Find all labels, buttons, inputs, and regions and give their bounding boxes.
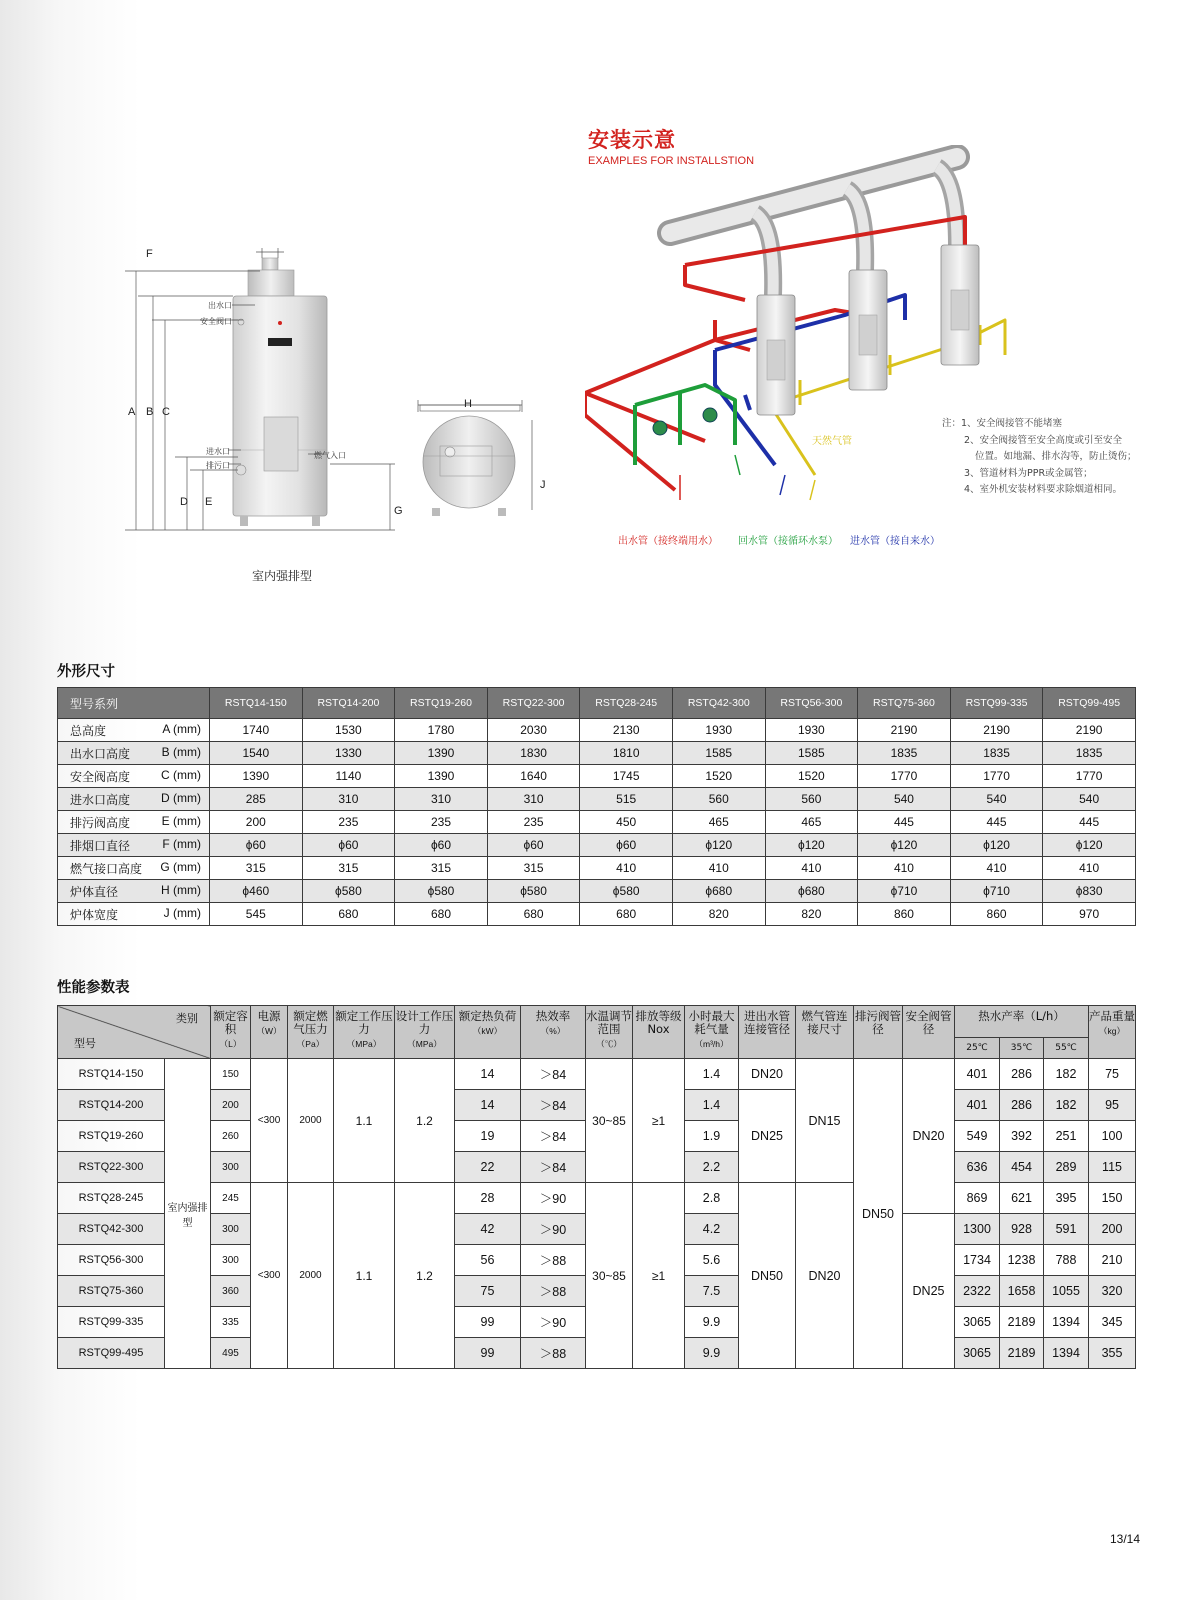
hot-water-55-cell: 788	[1044, 1245, 1089, 1276]
table-cell: ϕ60	[210, 834, 303, 857]
table-cell: 2030	[487, 719, 580, 742]
temp-range-cell: 30~85	[586, 1183, 633, 1369]
table-cell: 1740	[210, 719, 303, 742]
temp-range-cell: 30~85	[586, 1059, 633, 1183]
weight-cell: 100	[1089, 1121, 1136, 1152]
installation-notes	[942, 416, 1182, 499]
header-power: 电源 （W）	[251, 1006, 288, 1059]
header-model: RSTQ28-245	[580, 688, 673, 719]
heat-load-cell: 28	[455, 1183, 521, 1214]
design-pressure-cell: 1.2	[395, 1183, 455, 1369]
table-cell: 2190	[1043, 719, 1136, 742]
water-pipe-cell: DN50	[739, 1183, 796, 1369]
table-cell: 1835	[1043, 742, 1136, 765]
dim-letter-b: B	[146, 406, 154, 418]
dim-letter-h: H	[464, 398, 472, 410]
table-cell: 1330	[302, 742, 395, 765]
dim-letter-g: G	[394, 505, 403, 517]
heat-load-cell: 14	[455, 1090, 521, 1121]
row-label: 炉体直径 H (mm)	[58, 880, 210, 903]
gas-consumption-cell: 9.9	[685, 1307, 739, 1338]
heater-body	[233, 296, 327, 516]
table-cell: 540	[858, 788, 951, 811]
work-pressure-cell: 1.1	[334, 1183, 395, 1369]
header-model: RSTQ75-360	[858, 688, 951, 719]
table-cell: 680	[487, 903, 580, 926]
category-cell: 室内强排型	[165, 1059, 211, 1369]
page-number: 13/14	[1110, 1532, 1141, 1546]
table-cell: 1140	[302, 765, 395, 788]
table-cell: 410	[765, 857, 858, 880]
brand-logo	[278, 321, 282, 325]
table-cell: 1930	[672, 719, 765, 742]
table-cell: 560	[765, 788, 858, 811]
hot-water-35-cell: 1658	[1000, 1276, 1044, 1307]
install-title: 安装示意	[588, 128, 676, 152]
table-cell: 1810	[580, 742, 673, 765]
gas-consumption-cell: 1.4	[685, 1090, 739, 1121]
capacity-cell: 150	[211, 1059, 251, 1090]
table-cell: 1390	[395, 765, 488, 788]
table-cell: 1930	[765, 719, 858, 742]
heater-top-view	[423, 416, 515, 508]
header-model: RSTQ99-335	[950, 688, 1043, 719]
row-label: 排污阀高度 E (mm)	[58, 811, 210, 834]
table-cell: 410	[950, 857, 1043, 880]
table-cell: 1520	[765, 765, 858, 788]
label-gas-inlet: 燃气入口	[314, 451, 346, 460]
table-cell: 410	[672, 857, 765, 880]
efficiency-cell: ＞88	[521, 1338, 586, 1369]
weight-cell: 95	[1089, 1090, 1136, 1121]
hot-water-25-cell: 401	[955, 1090, 1000, 1121]
row-label: 排烟口直径 F (mm)	[58, 834, 210, 857]
header-nox: 排放等级Nox	[633, 1006, 685, 1059]
install-subtitle: EXAMPLES FOR INSTALLSTION	[588, 155, 755, 167]
header-model: RSTQ14-150	[210, 688, 303, 719]
capacity-cell: 335	[211, 1307, 251, 1338]
table-cell: 970	[1043, 903, 1136, 926]
model-cell: RSTQ19-260	[58, 1121, 165, 1152]
table-cell: ϕ580	[487, 880, 580, 903]
table-cell: 315	[302, 857, 395, 880]
header-model: RSTQ19-260	[395, 688, 488, 719]
design-pressure-cell: 1.2	[395, 1059, 455, 1183]
table-cell: 1830	[487, 742, 580, 765]
model-cell: RSTQ99-335	[58, 1307, 165, 1338]
gas-pressure-cell: 2000	[288, 1059, 334, 1183]
gas-pipe-cell: DN15	[796, 1059, 854, 1183]
circulation-pump-icon	[653, 421, 667, 435]
corner-category-label: 类别	[176, 1012, 198, 1025]
table-row	[58, 788, 1136, 811]
model-cell: RSTQ28-245	[58, 1183, 165, 1214]
table-header-row	[58, 688, 1136, 719]
gas-consumption-cell: 2.8	[685, 1183, 739, 1214]
table-cell: ϕ120	[950, 834, 1043, 857]
hot-water-25-cell: 1734	[955, 1245, 1000, 1276]
table-cell: 445	[950, 811, 1043, 834]
table-row	[58, 719, 1136, 742]
hot-water-35-cell: 286	[1000, 1090, 1044, 1121]
hot-water-35-cell: 286	[1000, 1059, 1044, 1090]
hot-water-55-cell: 182	[1044, 1059, 1089, 1090]
header-model: RSTQ56-300	[765, 688, 858, 719]
table-cell: 860	[950, 903, 1043, 926]
row-label: 出水口高度 B (mm)	[58, 742, 210, 765]
legend-return-pipe: 回水管（接循环水泵）	[738, 536, 838, 547]
gas-pipe-label: 天然气管	[812, 436, 852, 447]
table-cell: 2190	[950, 719, 1043, 742]
corner-model-label: 型号	[74, 1037, 96, 1050]
table-row	[58, 834, 1136, 857]
safety-pipe-cell: DN20	[903, 1059, 955, 1214]
header-35c: 35℃	[1000, 1038, 1044, 1059]
safety-pipe-cell: DN25	[903, 1214, 955, 1369]
note-line: 2、安全阀接管至安全高度或引至安全	[964, 434, 1123, 446]
water-pipe-cell: DN25	[739, 1090, 796, 1183]
flue-hood	[248, 270, 294, 296]
table-cell: 2130	[580, 719, 673, 742]
drawing-caption: 室内强排型	[252, 569, 313, 583]
model-cell: RSTQ14-150	[58, 1059, 165, 1090]
table-cell: 680	[580, 903, 673, 926]
table-cell: ϕ120	[765, 834, 858, 857]
table-cell: 1520	[672, 765, 765, 788]
model-cell: RSTQ42-300	[58, 1214, 165, 1245]
model-cell: RSTQ75-360	[58, 1276, 165, 1307]
model-cell: RSTQ14-200	[58, 1090, 165, 1121]
hot-water-35-cell: 621	[1000, 1183, 1044, 1214]
hot-water-35-cell: 928	[1000, 1214, 1044, 1245]
dimensions-section-title: 外形尺寸	[57, 664, 115, 680]
gas-consumption-cell: 2.2	[685, 1152, 739, 1183]
model-cell: RSTQ56-300	[58, 1245, 165, 1276]
table-cell: 465	[765, 811, 858, 834]
capacity-cell: 300	[211, 1214, 251, 1245]
heat-load-cell: 99	[455, 1307, 521, 1338]
dim-letter-a: A	[128, 406, 136, 418]
hot-water-35-cell: 2189	[1000, 1307, 1044, 1338]
legend-outlet-pipe: 出水管（接终端用水）	[618, 536, 718, 547]
table-row	[58, 811, 1136, 834]
header-model: RSTQ42-300	[672, 688, 765, 719]
hot-water-55-cell: 182	[1044, 1090, 1089, 1121]
table-cell: ϕ710	[950, 880, 1043, 903]
gas-pressure-cell: 2000	[288, 1183, 334, 1369]
dim-letter-e: E	[205, 496, 213, 508]
table-cell: 1585	[765, 742, 858, 765]
table-cell: ϕ830	[1043, 880, 1136, 903]
header-25c: 25℃	[955, 1038, 1000, 1059]
table-cell: ϕ60	[302, 834, 395, 857]
nox-cell: ≥1	[633, 1183, 685, 1369]
table-row	[58, 1059, 1136, 1090]
hot-water-25-cell: 549	[955, 1121, 1000, 1152]
label-safety-valve: 安全阀口	[200, 317, 232, 326]
model-cell: RSTQ99-495	[58, 1338, 165, 1369]
nox-cell: ≥1	[633, 1059, 685, 1183]
table-cell: 1770	[858, 765, 951, 788]
control-display	[268, 338, 292, 346]
drain-pipe-cell: DN50	[854, 1059, 903, 1369]
efficiency-cell: ＞84	[521, 1152, 586, 1183]
circulation-pump-icon	[703, 408, 717, 422]
table-row	[58, 742, 1136, 765]
capacity-cell: 300	[211, 1152, 251, 1183]
table-cell: 450	[580, 811, 673, 834]
hot-water-35-cell: 392	[1000, 1121, 1044, 1152]
weight-cell: 115	[1089, 1152, 1136, 1183]
note-line: 位置。如地漏、排水沟等，防止烫伤；	[975, 451, 1137, 462]
table-cell: ϕ60	[395, 834, 488, 857]
header-55c: 55℃	[1044, 1038, 1089, 1059]
efficiency-cell: ＞88	[521, 1245, 586, 1276]
table-cell: 1745	[580, 765, 673, 788]
hot-water-35-cell: 454	[1000, 1152, 1044, 1183]
flue-pipe	[262, 258, 278, 270]
efficiency-cell: ＞84	[521, 1121, 586, 1152]
hot-water-55-cell: 591	[1044, 1214, 1089, 1245]
table-cell: 445	[858, 811, 951, 834]
capacity-cell: 200	[211, 1090, 251, 1121]
note-line: 注：1、安全阀接管不能堵塞	[942, 418, 1063, 429]
efficiency-cell: ＞90	[521, 1307, 586, 1338]
header-work-pressure: 额定工作压力 （MPa）	[334, 1006, 395, 1059]
row-label: 进水口高度 D (mm)	[58, 788, 210, 811]
heat-load-cell: 99	[455, 1338, 521, 1369]
table-cell: 515	[580, 788, 673, 811]
header-drain-pipe: 排污阀管径	[854, 1006, 903, 1059]
table-cell: 200	[210, 811, 303, 834]
efficiency-cell: ＞84	[521, 1090, 586, 1121]
table-cell: 1770	[950, 765, 1043, 788]
efficiency-cell: ＞84	[521, 1059, 586, 1090]
header-weight: 产品重量 （kg）	[1089, 1006, 1136, 1059]
table-cell: 310	[302, 788, 395, 811]
work-pressure-cell: 1.1	[334, 1059, 395, 1183]
row-label: 燃气接口高度 G (mm)	[58, 857, 210, 880]
table-cell: ϕ120	[1043, 834, 1136, 857]
table-cell: 465	[672, 811, 765, 834]
header-gas-pressure: 额定燃气压力 （Pa）	[288, 1006, 334, 1059]
row-label: 总高度 A (mm)	[58, 719, 210, 742]
table-cell: 820	[765, 903, 858, 926]
table-cell: ϕ60	[487, 834, 580, 857]
dim-letter-c: C	[162, 406, 170, 418]
weight-cell: 320	[1089, 1276, 1136, 1307]
hot-water-25-cell: 869	[955, 1183, 1000, 1214]
table-cell: 1585	[672, 742, 765, 765]
hot-water-25-cell: 3065	[955, 1307, 1000, 1338]
capacity-cell: 495	[211, 1338, 251, 1369]
hot-water-25-cell: 1300	[955, 1214, 1000, 1245]
table-cell: 235	[395, 811, 488, 834]
table-row	[58, 903, 1136, 926]
table-cell: ϕ120	[672, 834, 765, 857]
table-cell: ϕ60	[580, 834, 673, 857]
weight-cell: 200	[1089, 1214, 1136, 1245]
table-cell: 1780	[395, 719, 488, 742]
header-model: RSTQ14-200	[302, 688, 395, 719]
gas-consumption-cell: 9.9	[685, 1338, 739, 1369]
heat-load-cell: 75	[455, 1276, 521, 1307]
weight-cell: 355	[1089, 1338, 1136, 1369]
capacity-cell: 245	[211, 1183, 251, 1214]
table-cell: 1835	[858, 742, 951, 765]
table-cell: ϕ580	[395, 880, 488, 903]
table-cell: ϕ710	[858, 880, 951, 903]
header-capacity: 额定容积 （L）	[211, 1006, 251, 1059]
header-safety-pipe: 安全阀管径	[903, 1006, 955, 1059]
header-corner	[58, 1006, 211, 1059]
water-pipe-cell: DN20	[739, 1059, 796, 1090]
table-row	[58, 1183, 1136, 1214]
table-cell: 410	[580, 857, 673, 880]
label-inlet: 进水口	[206, 447, 230, 456]
gas-consumption-cell: 1.4	[685, 1059, 739, 1090]
table-row	[58, 857, 1136, 880]
table-cell: 1640	[487, 765, 580, 788]
weight-cell: 345	[1089, 1307, 1136, 1338]
header-model: RSTQ22-300	[487, 688, 580, 719]
table-cell: ϕ580	[302, 880, 395, 903]
gas-pipe-cell: DN20	[796, 1183, 854, 1369]
table-cell: 1390	[395, 742, 488, 765]
hot-water-55-cell: 251	[1044, 1121, 1089, 1152]
note-line: 4、室外机安装材料要求除烟道相同。	[964, 484, 1123, 495]
heat-load-cell: 19	[455, 1121, 521, 1152]
table-cell: 315	[487, 857, 580, 880]
hot-water-55-cell: 289	[1044, 1152, 1089, 1183]
performance-table	[57, 1005, 1136, 1369]
efficiency-cell: ＞90	[521, 1214, 586, 1245]
hot-water-55-cell: 1394	[1044, 1307, 1089, 1338]
header-hot-water: 热水产率（L/h）	[955, 1006, 1089, 1038]
table-cell: 285	[210, 788, 303, 811]
dim-letter-j: J	[540, 479, 546, 491]
legend-inlet-pipe: 进水管（接自来水）	[850, 536, 940, 547]
table-cell: 310	[487, 788, 580, 811]
header-model: RSTQ99-495	[1043, 688, 1136, 719]
header-gas-pipe: 燃气管连接尺寸	[796, 1006, 854, 1059]
table-cell: ϕ120	[858, 834, 951, 857]
table-cell: 1390	[210, 765, 303, 788]
heat-load-cell: 22	[455, 1152, 521, 1183]
table-row	[58, 765, 1136, 788]
label-drain: 排污口	[206, 461, 230, 470]
model-cell: RSTQ22-300	[58, 1152, 165, 1183]
table-cell: 410	[1043, 857, 1136, 880]
header-temp-range: 水温调节范围 （℃）	[586, 1006, 633, 1059]
heat-load-cell: 56	[455, 1245, 521, 1276]
heater-dimension-drawing	[120, 240, 560, 560]
table-cell: 560	[672, 788, 765, 811]
capacity-cell: 260	[211, 1121, 251, 1152]
heat-load-cell: 42	[455, 1214, 521, 1245]
weight-cell: 150	[1089, 1183, 1136, 1214]
gas-consumption-cell: 4.2	[685, 1214, 739, 1245]
table-cell: 820	[672, 903, 765, 926]
power-cell: <300	[251, 1183, 288, 1369]
hot-water-55-cell: 395	[1044, 1183, 1089, 1214]
heat-load-cell: 14	[455, 1059, 521, 1090]
hot-water-55-cell: 1394	[1044, 1338, 1089, 1369]
hot-water-25-cell: 401	[955, 1059, 1000, 1090]
table-cell: 410	[858, 857, 951, 880]
table-cell: 540	[950, 788, 1043, 811]
header-efficiency: 热效率 （%）	[521, 1006, 586, 1059]
header-gas-consumption: 小时最大耗气量 （m³/h）	[685, 1006, 739, 1059]
table-cell: 860	[858, 903, 951, 926]
table-cell: 235	[487, 811, 580, 834]
access-panel	[264, 417, 298, 471]
dimensions-table	[57, 687, 1136, 926]
hot-water-25-cell: 636	[955, 1152, 1000, 1183]
row-label: 炉体宽度 J (mm)	[58, 903, 210, 926]
header-heat-load: 额定热负荷 （kW）	[455, 1006, 521, 1059]
efficiency-cell: ＞88	[521, 1276, 586, 1307]
header-water-pipe: 进出水管连接管径	[739, 1006, 796, 1059]
table-cell: 540	[1043, 788, 1136, 811]
hot-water-55-cell: 1055	[1044, 1276, 1089, 1307]
hot-water-25-cell: 3065	[955, 1338, 1000, 1369]
table-cell: 315	[210, 857, 303, 880]
table-cell: ϕ460	[210, 880, 303, 903]
table-cell: 680	[302, 903, 395, 926]
performance-section-title: 性能参数表	[57, 980, 130, 996]
table-cell: 315	[395, 857, 488, 880]
table-row	[58, 880, 1136, 903]
header-design-pressure: 设计工作压力 （MPa）	[395, 1006, 455, 1059]
table-cell: 1835	[950, 742, 1043, 765]
label-outlet: 出水口	[208, 301, 232, 310]
table-cell: ϕ680	[672, 880, 765, 903]
hot-water-25-cell: 2322	[955, 1276, 1000, 1307]
table-cell: 680	[395, 903, 488, 926]
table-cell: ϕ580	[580, 880, 673, 903]
power-cell: <300	[251, 1059, 288, 1183]
table-cell: 545	[210, 903, 303, 926]
capacity-cell: 300	[211, 1245, 251, 1276]
weight-cell: 75	[1089, 1059, 1136, 1090]
header-model-series: 型号系列	[58, 688, 210, 719]
note-line: 3、管道材料为PPR或金属管；	[964, 467, 1093, 479]
gas-consumption-cell: 5.6	[685, 1245, 739, 1276]
weight-cell: 210	[1089, 1245, 1136, 1276]
capacity-cell: 360	[211, 1276, 251, 1307]
table-cell: 445	[1043, 811, 1136, 834]
table-cell: 310	[395, 788, 488, 811]
table-cell: 1770	[1043, 765, 1136, 788]
hot-water-35-cell: 2189	[1000, 1338, 1044, 1369]
dim-letter-d: D	[180, 496, 188, 508]
table-cell: 2190	[858, 719, 951, 742]
row-label: 安全阀高度 C (mm)	[58, 765, 210, 788]
table-cell: 235	[302, 811, 395, 834]
gas-consumption-cell: 7.5	[685, 1276, 739, 1307]
table-cell: 1530	[302, 719, 395, 742]
dim-letter-f: F	[146, 248, 153, 260]
efficiency-cell: ＞90	[521, 1183, 586, 1214]
table-cell: ϕ680	[765, 880, 858, 903]
table-cell: 1540	[210, 742, 303, 765]
hot-water-35-cell: 1238	[1000, 1245, 1044, 1276]
gas-consumption-cell: 1.9	[685, 1121, 739, 1152]
